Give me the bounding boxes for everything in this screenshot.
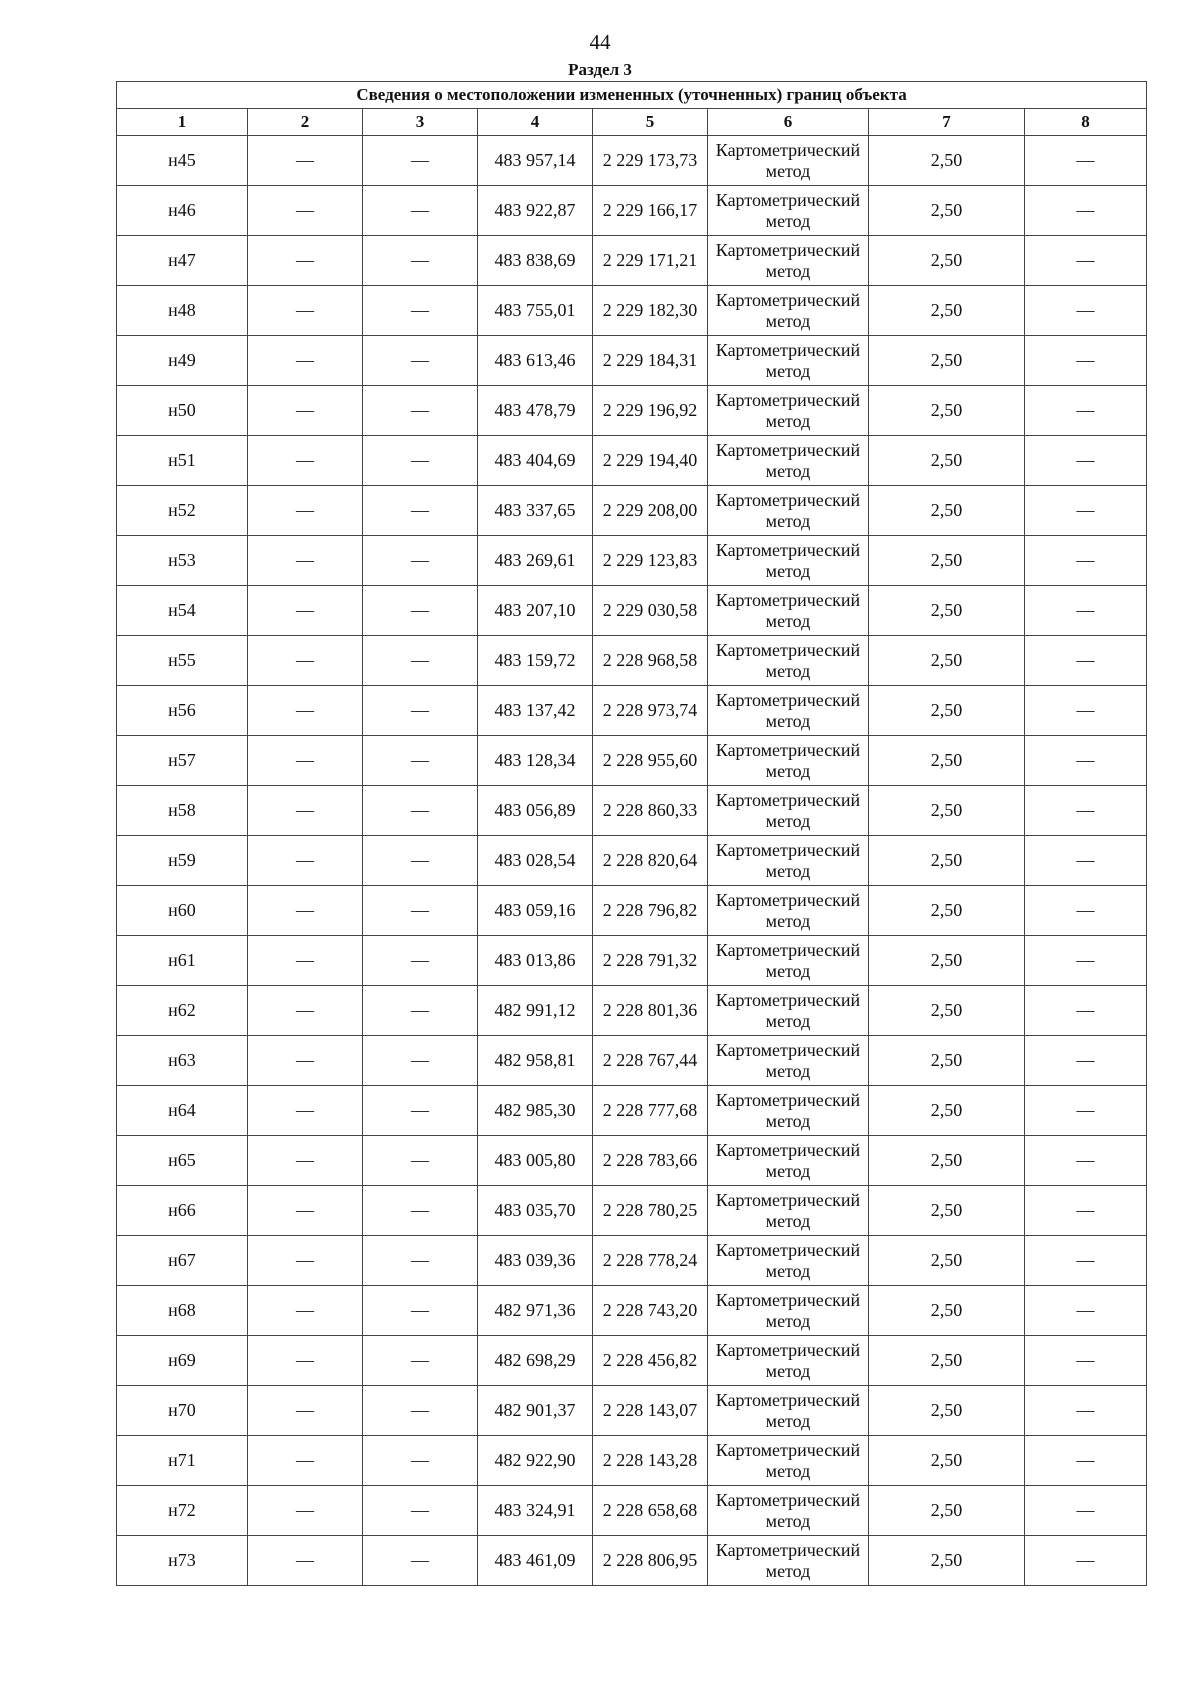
- table-row: [117, 1386, 1147, 1436]
- col3-cell: —: [363, 886, 478, 936]
- accuracy-cell: 2,50: [869, 1036, 1025, 1086]
- col3-cell: —: [363, 536, 478, 586]
- col2-cell: —: [248, 486, 363, 536]
- point-name-cell: н45: [117, 136, 248, 186]
- table-row: [117, 236, 1147, 286]
- x-coordinate-cell: 483 404,69: [478, 436, 593, 486]
- col8-cell: —: [1025, 936, 1147, 986]
- x-coordinate-cell: 482 991,12: [478, 986, 593, 1036]
- table-row: [117, 536, 1147, 586]
- y-coordinate-cell: 2 229 173,73: [593, 136, 708, 186]
- method-cell: Картометрический метод: [708, 586, 869, 636]
- col3-cell: —: [363, 1236, 478, 1286]
- point-name-cell: н49: [117, 336, 248, 386]
- point-name-cell: н67: [117, 1236, 248, 1286]
- table-caption: Сведения о местоположении измененных (уточненных) границ объекта: [117, 82, 1147, 109]
- column-header-1: 1: [117, 109, 248, 136]
- col8-cell: —: [1025, 1236, 1147, 1286]
- col3-cell: —: [363, 436, 478, 486]
- point-name-cell: н72: [117, 1486, 248, 1536]
- col2-cell: —: [248, 336, 363, 386]
- accuracy-cell: 2,50: [869, 286, 1025, 336]
- point-name-cell: н48: [117, 286, 248, 336]
- y-coordinate-cell: 2 229 182,30: [593, 286, 708, 336]
- y-coordinate-cell: 2 228 767,44: [593, 1036, 708, 1086]
- point-name-cell: н57: [117, 736, 248, 786]
- section-title: Раздел 3: [568, 60, 632, 79]
- col3-cell: —: [363, 636, 478, 686]
- accuracy-cell: 2,50: [869, 1336, 1025, 1386]
- x-coordinate-cell: 483 478,79: [478, 386, 593, 436]
- y-coordinate-cell: 2 229 166,17: [593, 186, 708, 236]
- point-name-cell: н65: [117, 1136, 248, 1186]
- col2-cell: —: [248, 186, 363, 236]
- point-name-cell: н71: [117, 1436, 248, 1486]
- table-row: [117, 586, 1147, 636]
- method-cell: Картометрический метод: [708, 886, 869, 936]
- col2-cell: —: [248, 786, 363, 836]
- accuracy-cell: 2,50: [869, 1236, 1025, 1286]
- y-coordinate-cell: 2 228 791,32: [593, 936, 708, 986]
- accuracy-cell: 2,50: [869, 386, 1025, 436]
- col3-cell: —: [363, 1436, 478, 1486]
- method-cell: Картометрический метод: [708, 186, 869, 236]
- y-coordinate-cell: 2 228 456,82: [593, 1336, 708, 1386]
- col3-cell: —: [363, 1086, 478, 1136]
- table-row: [117, 686, 1147, 736]
- point-name-cell: н62: [117, 986, 248, 1036]
- y-coordinate-cell: 2 228 801,36: [593, 986, 708, 1036]
- method-cell: Картометрический метод: [708, 1186, 869, 1236]
- table-row: [117, 286, 1147, 336]
- col8-cell: —: [1025, 536, 1147, 586]
- method-cell: Картометрический метод: [708, 986, 869, 1036]
- method-cell: Картометрический метод: [708, 236, 869, 286]
- col2-cell: —: [248, 236, 363, 286]
- col2-cell: —: [248, 536, 363, 586]
- x-coordinate-cell: 482 958,81: [478, 1036, 593, 1086]
- col3-cell: —: [363, 786, 478, 836]
- col8-cell: —: [1025, 136, 1147, 186]
- method-cell: Картометрический метод: [708, 286, 869, 336]
- col8-cell: —: [1025, 836, 1147, 886]
- y-coordinate-cell: 2 228 860,33: [593, 786, 708, 836]
- col2-cell: —: [248, 1386, 363, 1436]
- col2-cell: —: [248, 286, 363, 336]
- y-coordinate-cell: 2 228 777,68: [593, 1086, 708, 1136]
- y-coordinate-cell: 2 228 143,07: [593, 1386, 708, 1436]
- x-coordinate-cell: 482 971,36: [478, 1286, 593, 1336]
- x-coordinate-cell: 483 035,70: [478, 1186, 593, 1236]
- col2-cell: —: [248, 136, 363, 186]
- method-cell: Картометрический метод: [708, 436, 869, 486]
- col8-cell: —: [1025, 1536, 1147, 1586]
- y-coordinate-cell: 2 229 194,40: [593, 436, 708, 486]
- method-cell: Картометрический метод: [708, 1236, 869, 1286]
- x-coordinate-cell: 483 613,46: [478, 336, 593, 386]
- col8-cell: —: [1025, 486, 1147, 536]
- table-row: [117, 986, 1147, 1036]
- y-coordinate-cell: 2 229 123,83: [593, 536, 708, 586]
- y-coordinate-cell: 2 229 171,21: [593, 236, 708, 286]
- col8-cell: —: [1025, 1186, 1147, 1236]
- y-coordinate-cell: 2 228 783,66: [593, 1136, 708, 1186]
- point-name-cell: н60: [117, 886, 248, 936]
- point-name-cell: н55: [117, 636, 248, 686]
- col2-cell: —: [248, 1286, 363, 1336]
- x-coordinate-cell: 483 922,87: [478, 186, 593, 236]
- x-coordinate-cell: 483 207,10: [478, 586, 593, 636]
- point-name-cell: н54: [117, 586, 248, 636]
- col3-cell: —: [363, 236, 478, 286]
- col3-cell: —: [363, 936, 478, 986]
- y-coordinate-cell: 2 228 658,68: [593, 1486, 708, 1536]
- point-name-cell: н47: [117, 236, 248, 286]
- y-coordinate-cell: 2 229 030,58: [593, 586, 708, 636]
- y-coordinate-cell: 2 228 778,24: [593, 1236, 708, 1286]
- col8-cell: —: [1025, 1086, 1147, 1136]
- col2-cell: —: [248, 1086, 363, 1136]
- y-coordinate-cell: 2 229 208,00: [593, 486, 708, 536]
- col3-cell: —: [363, 586, 478, 636]
- method-cell: Картометрический метод: [708, 536, 869, 586]
- col8-cell: —: [1025, 736, 1147, 786]
- col3-cell: —: [363, 386, 478, 436]
- accuracy-cell: 2,50: [869, 736, 1025, 786]
- x-coordinate-cell: 483 324,91: [478, 1486, 593, 1536]
- col8-cell: —: [1025, 786, 1147, 836]
- col2-cell: —: [248, 1536, 363, 1586]
- col3-cell: —: [363, 336, 478, 386]
- table-row: [117, 836, 1147, 886]
- accuracy-cell: 2,50: [869, 886, 1025, 936]
- x-coordinate-cell: 483 005,80: [478, 1136, 593, 1186]
- col8-cell: —: [1025, 1136, 1147, 1186]
- point-name-cell: н63: [117, 1036, 248, 1086]
- column-header-2: 2: [248, 109, 363, 136]
- col2-cell: —: [248, 736, 363, 786]
- point-name-cell: н53: [117, 536, 248, 586]
- accuracy-cell: 2,50: [869, 936, 1025, 986]
- table-row: [117, 886, 1147, 936]
- accuracy-cell: 2,50: [869, 1136, 1025, 1186]
- method-cell: Картометрический метод: [708, 336, 869, 386]
- method-cell: Картометрический метод: [708, 936, 869, 986]
- col8-cell: —: [1025, 1486, 1147, 1536]
- table-caption-row: [117, 82, 1147, 109]
- col3-cell: —: [363, 1486, 478, 1536]
- col3-cell: —: [363, 986, 478, 1036]
- boundary-coordinates-table: [116, 81, 1147, 1586]
- col8-cell: —: [1025, 386, 1147, 436]
- method-cell: Картометрический метод: [708, 1036, 869, 1086]
- point-name-cell: н46: [117, 186, 248, 236]
- method-cell: Картометрический метод: [708, 136, 869, 186]
- accuracy-cell: 2,50: [869, 786, 1025, 836]
- accuracy-cell: 2,50: [869, 1086, 1025, 1136]
- col2-cell: —: [248, 586, 363, 636]
- col8-cell: —: [1025, 1436, 1147, 1486]
- col3-cell: —: [363, 736, 478, 786]
- x-coordinate-cell: 482 698,29: [478, 1336, 593, 1386]
- point-name-cell: н58: [117, 786, 248, 836]
- table-row: [117, 1186, 1147, 1236]
- col8-cell: —: [1025, 1336, 1147, 1386]
- x-coordinate-cell: 483 957,14: [478, 136, 593, 186]
- table-row: [117, 1036, 1147, 1086]
- accuracy-cell: 2,50: [869, 536, 1025, 586]
- x-coordinate-cell: 482 922,90: [478, 1436, 593, 1486]
- accuracy-cell: 2,50: [869, 1386, 1025, 1436]
- table-row: [117, 636, 1147, 686]
- accuracy-cell: 2,50: [869, 1486, 1025, 1536]
- y-coordinate-cell: 2 228 743,20: [593, 1286, 708, 1336]
- table-row: [117, 336, 1147, 386]
- col2-cell: —: [248, 1036, 363, 1086]
- x-coordinate-cell: 483 059,16: [478, 886, 593, 936]
- col8-cell: —: [1025, 1036, 1147, 1086]
- point-name-cell: н66: [117, 1186, 248, 1236]
- table-row: [117, 436, 1147, 486]
- point-name-cell: н51: [117, 436, 248, 486]
- col8-cell: —: [1025, 586, 1147, 636]
- y-coordinate-cell: 2 229 184,31: [593, 336, 708, 386]
- x-coordinate-cell: 483 461,09: [478, 1536, 593, 1586]
- method-cell: Картометрический метод: [708, 386, 869, 436]
- column-header-3: 3: [363, 109, 478, 136]
- table-row: [117, 1536, 1147, 1586]
- col3-cell: —: [363, 1136, 478, 1186]
- col3-cell: —: [363, 186, 478, 236]
- x-coordinate-cell: 483 137,42: [478, 686, 593, 736]
- method-cell: Картометрический метод: [708, 1486, 869, 1536]
- col2-cell: —: [248, 1236, 363, 1286]
- accuracy-cell: 2,50: [869, 136, 1025, 186]
- col2-cell: —: [248, 1486, 363, 1536]
- table-header-row: [117, 109, 1147, 136]
- x-coordinate-cell: 483 013,86: [478, 936, 593, 986]
- column-header-7: 7: [869, 109, 1025, 136]
- x-coordinate-cell: 483 028,54: [478, 836, 593, 886]
- col2-cell: —: [248, 836, 363, 886]
- x-coordinate-cell: 483 039,36: [478, 1236, 593, 1286]
- table-row: [117, 936, 1147, 986]
- accuracy-cell: 2,50: [869, 1536, 1025, 1586]
- col2-cell: —: [248, 886, 363, 936]
- x-coordinate-cell: 483 159,72: [478, 636, 593, 686]
- col2-cell: —: [248, 436, 363, 486]
- accuracy-cell: 2,50: [869, 236, 1025, 286]
- accuracy-cell: 2,50: [869, 586, 1025, 636]
- point-name-cell: н68: [117, 1286, 248, 1336]
- point-name-cell: н73: [117, 1536, 248, 1586]
- x-coordinate-cell: 483 128,34: [478, 736, 593, 786]
- col3-cell: —: [363, 286, 478, 336]
- method-cell: Картометрический метод: [708, 836, 869, 886]
- table-row: [117, 1236, 1147, 1286]
- table-row: [117, 1086, 1147, 1136]
- col3-cell: —: [363, 1536, 478, 1586]
- method-cell: Картометрический метод: [708, 1136, 869, 1186]
- accuracy-cell: 2,50: [869, 686, 1025, 736]
- y-coordinate-cell: 2 228 780,25: [593, 1186, 708, 1236]
- y-coordinate-cell: 2 228 968,58: [593, 636, 708, 686]
- col8-cell: —: [1025, 1386, 1147, 1436]
- table-row: [117, 786, 1147, 836]
- point-name-cell: н52: [117, 486, 248, 536]
- col2-cell: —: [248, 936, 363, 986]
- accuracy-cell: 2,50: [869, 186, 1025, 236]
- accuracy-cell: 2,50: [869, 436, 1025, 486]
- method-cell: Картометрический метод: [708, 1436, 869, 1486]
- col3-cell: —: [363, 136, 478, 186]
- method-cell: Картометрический метод: [708, 1286, 869, 1336]
- col2-cell: —: [248, 1136, 363, 1186]
- table-row: [117, 386, 1147, 436]
- method-cell: Картометрический метод: [708, 736, 869, 786]
- point-name-cell: н69: [117, 1336, 248, 1386]
- y-coordinate-cell: 2 228 796,82: [593, 886, 708, 936]
- col8-cell: —: [1025, 636, 1147, 686]
- accuracy-cell: 2,50: [869, 836, 1025, 886]
- method-cell: Картометрический метод: [708, 1086, 869, 1136]
- col2-cell: —: [248, 1436, 363, 1486]
- table-row: [117, 486, 1147, 536]
- col2-cell: —: [248, 636, 363, 686]
- x-coordinate-cell: 483 056,89: [478, 786, 593, 836]
- col2-cell: —: [248, 1336, 363, 1386]
- col8-cell: —: [1025, 986, 1147, 1036]
- col8-cell: —: [1025, 436, 1147, 486]
- x-coordinate-cell: 483 838,69: [478, 236, 593, 286]
- x-coordinate-cell: 482 901,37: [478, 1386, 593, 1436]
- col8-cell: —: [1025, 1286, 1147, 1336]
- col2-cell: —: [248, 986, 363, 1036]
- method-cell: Картометрический метод: [708, 1336, 869, 1386]
- col2-cell: —: [248, 1186, 363, 1236]
- column-header-5: 5: [593, 109, 708, 136]
- table-row: [117, 136, 1147, 186]
- col3-cell: —: [363, 686, 478, 736]
- col2-cell: —: [248, 686, 363, 736]
- accuracy-cell: 2,50: [869, 636, 1025, 686]
- table-row: [117, 1286, 1147, 1336]
- x-coordinate-cell: 483 269,61: [478, 536, 593, 586]
- y-coordinate-cell: 2 228 806,95: [593, 1536, 708, 1586]
- accuracy-cell: 2,50: [869, 1436, 1025, 1486]
- col8-cell: —: [1025, 336, 1147, 386]
- table-row: [117, 1436, 1147, 1486]
- table-row: [117, 1486, 1147, 1536]
- method-cell: Картометрический метод: [708, 1536, 869, 1586]
- y-coordinate-cell: 2 228 973,74: [593, 686, 708, 736]
- accuracy-cell: 2,50: [869, 1186, 1025, 1236]
- table-row: [117, 736, 1147, 786]
- col2-cell: —: [248, 386, 363, 436]
- point-name-cell: н56: [117, 686, 248, 736]
- point-name-cell: н64: [117, 1086, 248, 1136]
- accuracy-cell: 2,50: [869, 986, 1025, 1036]
- col8-cell: —: [1025, 686, 1147, 736]
- point-name-cell: н61: [117, 936, 248, 986]
- col8-cell: —: [1025, 286, 1147, 336]
- col8-cell: —: [1025, 236, 1147, 286]
- accuracy-cell: 2,50: [869, 1286, 1025, 1336]
- col8-cell: —: [1025, 886, 1147, 936]
- y-coordinate-cell: 2 228 955,60: [593, 736, 708, 786]
- y-coordinate-cell: 2 229 196,92: [593, 386, 708, 436]
- column-header-4: 4: [478, 109, 593, 136]
- page-number: 44: [589, 30, 611, 54]
- col3-cell: —: [363, 1386, 478, 1436]
- point-name-cell: н59: [117, 836, 248, 886]
- table-row: [117, 186, 1147, 236]
- method-cell: Картометрический метод: [708, 786, 869, 836]
- method-cell: Картометрический метод: [708, 1386, 869, 1436]
- accuracy-cell: 2,50: [869, 336, 1025, 386]
- x-coordinate-cell: 483 337,65: [478, 486, 593, 536]
- col3-cell: —: [363, 1036, 478, 1086]
- table-row: [117, 1336, 1147, 1386]
- method-cell: Картометрический метод: [708, 636, 869, 686]
- column-header-8: 8: [1025, 109, 1147, 136]
- point-name-cell: н70: [117, 1386, 248, 1436]
- method-cell: Картометрический метод: [708, 686, 869, 736]
- accuracy-cell: 2,50: [869, 486, 1025, 536]
- y-coordinate-cell: 2 228 820,64: [593, 836, 708, 886]
- point-name-cell: н50: [117, 386, 248, 436]
- col3-cell: —: [363, 486, 478, 536]
- x-coordinate-cell: 482 985,30: [478, 1086, 593, 1136]
- method-cell: Картометрический метод: [708, 486, 869, 536]
- col3-cell: —: [363, 1286, 478, 1336]
- y-coordinate-cell: 2 228 143,28: [593, 1436, 708, 1486]
- col3-cell: —: [363, 1186, 478, 1236]
- col8-cell: —: [1025, 186, 1147, 236]
- col3-cell: —: [363, 1336, 478, 1386]
- col3-cell: —: [363, 836, 478, 886]
- table-row: [117, 1136, 1147, 1186]
- column-header-6: 6: [708, 109, 869, 136]
- x-coordinate-cell: 483 755,01: [478, 286, 593, 336]
